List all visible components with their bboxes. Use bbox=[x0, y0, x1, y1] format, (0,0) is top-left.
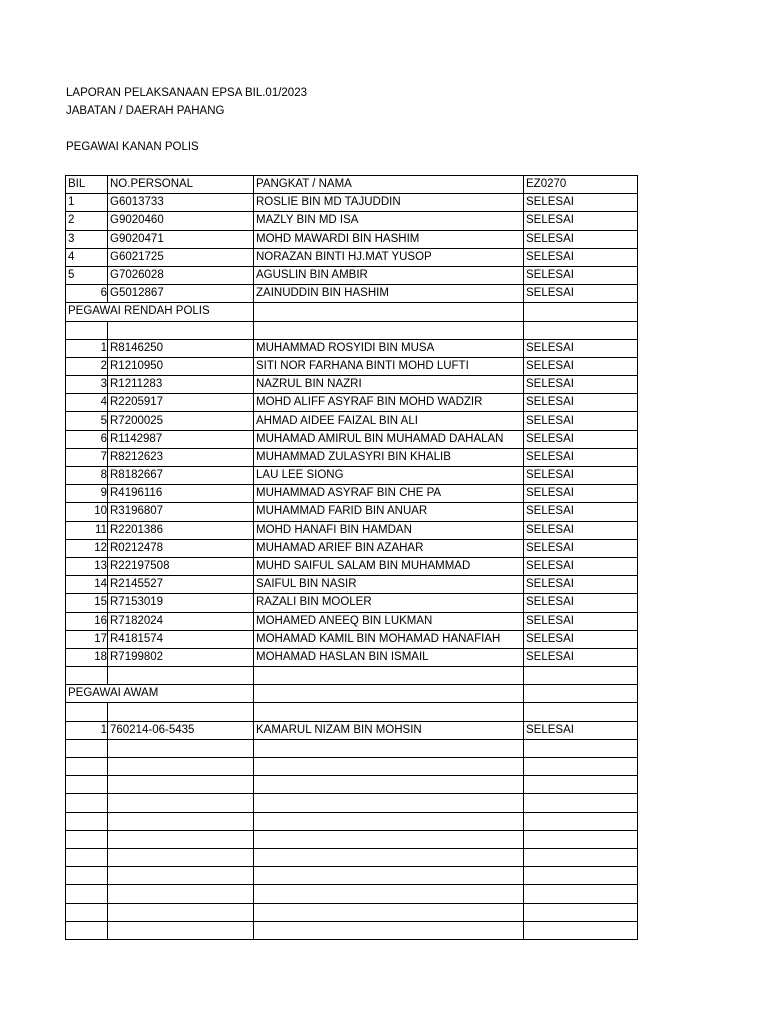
row-name: MUHAMMAD ASYRAF BIN CHE PA bbox=[254, 485, 524, 503]
empty-cell bbox=[254, 667, 524, 685]
row-status: SELESAI bbox=[524, 230, 638, 248]
row-name: MOHAMED ANEEQ BIN LUKMAN bbox=[254, 612, 524, 630]
row-status: SELESAI bbox=[524, 339, 638, 357]
empty-cell bbox=[254, 867, 524, 885]
row-bil: 2 bbox=[66, 212, 108, 230]
empty-cell bbox=[524, 903, 638, 921]
row-bil: 11 bbox=[66, 521, 108, 539]
table-row bbox=[66, 612, 638, 630]
row-no-personal: G6021725 bbox=[108, 248, 254, 266]
row-name: MUHD SAIFUL SALAM BIN MUHAMMAD bbox=[254, 557, 524, 575]
table-row bbox=[66, 266, 638, 284]
row-bil: 6 bbox=[66, 430, 108, 448]
table-row bbox=[66, 521, 638, 539]
empty-cell bbox=[254, 921, 524, 939]
row-name: MOHD HANAFI BIN HAMDAN bbox=[254, 521, 524, 539]
row-status: SELESAI bbox=[524, 576, 638, 594]
row-name: ROSLIE BIN MD TAJUDDIN bbox=[254, 194, 524, 212]
row-status: SELESAI bbox=[524, 248, 638, 266]
row-no-personal: R22197508 bbox=[108, 557, 254, 575]
empty-cell bbox=[108, 848, 254, 866]
empty-row bbox=[66, 885, 638, 903]
row-no-personal: R1210950 bbox=[108, 357, 254, 375]
row-status: SELESAI bbox=[524, 266, 638, 284]
empty-cell bbox=[524, 848, 638, 866]
empty-cell bbox=[524, 830, 638, 848]
table-row bbox=[66, 485, 638, 503]
empty-cell bbox=[524, 303, 638, 321]
empty-cell bbox=[524, 758, 638, 776]
table-row bbox=[66, 212, 638, 230]
epsa-report-table bbox=[65, 175, 638, 940]
table-row bbox=[66, 467, 638, 485]
table-row bbox=[66, 630, 638, 648]
row-bil: 3 bbox=[66, 230, 108, 248]
row-bil: 16 bbox=[66, 612, 108, 630]
empty-cell bbox=[524, 794, 638, 812]
empty-cell bbox=[66, 812, 108, 830]
row-name: NAZRUL BIN NAZRI bbox=[254, 376, 524, 394]
row-status: SELESAI bbox=[524, 394, 638, 412]
empty-cell bbox=[524, 321, 638, 339]
header-no-personal: NO.PERSONAL bbox=[108, 176, 254, 194]
empty-row bbox=[66, 321, 638, 339]
empty-cell bbox=[524, 739, 638, 757]
table-row bbox=[66, 539, 638, 557]
table-row bbox=[66, 357, 638, 375]
row-bil: 6 bbox=[66, 285, 108, 303]
table-row bbox=[66, 648, 638, 666]
empty-cell bbox=[254, 903, 524, 921]
empty-cell bbox=[108, 703, 254, 721]
row-name: KAMARUL NIZAM BIN MOHSIN bbox=[254, 721, 524, 739]
empty-row bbox=[66, 830, 638, 848]
table-row bbox=[66, 285, 638, 303]
row-status: SELESAI bbox=[524, 539, 638, 557]
empty-row bbox=[66, 794, 638, 812]
empty-cell bbox=[254, 794, 524, 812]
row-name: ZAINUDDIN BIN HASHIM bbox=[254, 285, 524, 303]
row-status: SELESAI bbox=[524, 467, 638, 485]
section-label: PEGAWAI RENDAH POLIS bbox=[68, 305, 210, 318]
row-bil: 7 bbox=[66, 448, 108, 466]
section-label-cell bbox=[66, 685, 159, 703]
table-row bbox=[66, 557, 638, 575]
empty-cell bbox=[524, 685, 638, 703]
empty-cell bbox=[66, 667, 108, 685]
empty-cell bbox=[66, 867, 108, 885]
empty-cell bbox=[108, 758, 254, 776]
row-name: MUHAMMAD FARID BIN ANUAR bbox=[254, 503, 524, 521]
empty-cell bbox=[254, 321, 524, 339]
row-name: MUHAMMAD ZULASYRI BIN KHALIB bbox=[254, 448, 524, 466]
row-no-personal: R2201386 bbox=[108, 521, 254, 539]
row-status: SELESAI bbox=[524, 412, 638, 430]
section-label-cell bbox=[66, 303, 210, 321]
row-no-personal: R1211283 bbox=[108, 376, 254, 394]
row-name: NORAZAN BINTI HJ.MAT YUSOP bbox=[254, 248, 524, 266]
row-name: MUHAMAD ARIEF BIN AZAHAR bbox=[254, 539, 524, 557]
row-name: MUHAMMAD ROSYIDI BIN MUSA bbox=[254, 339, 524, 357]
empty-cell bbox=[524, 812, 638, 830]
row-no-personal: R3196807 bbox=[108, 503, 254, 521]
row-status: SELESAI bbox=[524, 448, 638, 466]
empty-cell bbox=[66, 703, 108, 721]
empty-cell bbox=[108, 830, 254, 848]
row-no-personal: G7026028 bbox=[108, 266, 254, 284]
document-subtitle: JABATAN / DAERAH PAHANG bbox=[66, 105, 225, 117]
row-bil: 15 bbox=[66, 594, 108, 612]
row-no-personal: G6013733 bbox=[108, 194, 254, 212]
empty-cell bbox=[254, 812, 524, 830]
empty-cell bbox=[108, 885, 254, 903]
empty-cell bbox=[108, 776, 254, 794]
empty-cell bbox=[108, 867, 254, 885]
table-row bbox=[66, 248, 638, 266]
row-no-personal: R4181574 bbox=[108, 630, 254, 648]
row-no-personal: R7153019 bbox=[108, 594, 254, 612]
row-name: MOHAMAD KAMIL BIN MOHAMAD HANAFIAH bbox=[254, 630, 524, 648]
row-bil: 14 bbox=[66, 576, 108, 594]
row-bil: 9 bbox=[66, 485, 108, 503]
row-name: LAU LEE SIONG bbox=[254, 467, 524, 485]
row-no-personal: R1142987 bbox=[108, 430, 254, 448]
header-row bbox=[66, 176, 638, 194]
empty-cell bbox=[254, 776, 524, 794]
table-row bbox=[66, 339, 638, 357]
empty-row bbox=[66, 812, 638, 830]
empty-cell bbox=[108, 812, 254, 830]
row-status: SELESAI bbox=[524, 485, 638, 503]
row-no-personal: R0212478 bbox=[108, 539, 254, 557]
empty-row bbox=[66, 903, 638, 921]
empty-cell bbox=[524, 921, 638, 939]
document-title: LAPORAN PELAKSANAAN EPSA BIL.01/2023 bbox=[66, 87, 307, 99]
empty-cell bbox=[108, 667, 254, 685]
row-bil: 4 bbox=[66, 394, 108, 412]
row-bil: 13 bbox=[66, 557, 108, 575]
row-bil: 12 bbox=[66, 539, 108, 557]
empty-cell bbox=[524, 703, 638, 721]
row-status: SELESAI bbox=[524, 376, 638, 394]
row-name: RAZALI BIN MOOLER bbox=[254, 594, 524, 612]
row-name: MUHAMAD AMIRUL BIN MUHAMAD DAHALAN bbox=[254, 430, 524, 448]
row-no-personal: 760214-06-5435 bbox=[108, 721, 254, 739]
empty-cell bbox=[66, 921, 108, 939]
row-no-personal: R8212623 bbox=[108, 448, 254, 466]
empty-cell bbox=[254, 739, 524, 757]
empty-cell bbox=[66, 885, 108, 903]
row-bil: 1 bbox=[66, 721, 108, 739]
row-status: SELESAI bbox=[524, 721, 638, 739]
row-no-personal: R2205917 bbox=[108, 394, 254, 412]
row-status: SELESAI bbox=[524, 194, 638, 212]
row-name: SITI NOR FARHANA BINTI MOHD LUFTI bbox=[254, 357, 524, 375]
row-bil: 18 bbox=[66, 648, 108, 666]
table-row bbox=[66, 412, 638, 430]
table-row bbox=[66, 721, 638, 739]
row-name: MOHAMAD HASLAN BIN ISMAIL bbox=[254, 648, 524, 666]
row-no-personal: R7199802 bbox=[108, 648, 254, 666]
row-name: MOHD ALIFF ASYRAF BIN MOHD WADZIR bbox=[254, 394, 524, 412]
empty-cell bbox=[108, 903, 254, 921]
row-no-personal: G9020471 bbox=[108, 230, 254, 248]
row-status: SELESAI bbox=[524, 557, 638, 575]
row-status: SELESAI bbox=[524, 503, 638, 521]
table-row bbox=[66, 394, 638, 412]
row-bil: 3 bbox=[66, 376, 108, 394]
row-name: SAIFUL BIN NASIR bbox=[254, 576, 524, 594]
empty-cell bbox=[108, 321, 254, 339]
row-name: AGUSLIN BIN AMBIR bbox=[254, 266, 524, 284]
table-row bbox=[66, 448, 638, 466]
empty-row bbox=[66, 921, 638, 939]
table-body bbox=[66, 176, 638, 940]
empty-row bbox=[66, 739, 638, 757]
table-row bbox=[66, 194, 638, 212]
row-name: MOHD MAWARDI BIN HASHIM bbox=[254, 230, 524, 248]
section-heading-awam bbox=[66, 685, 638, 703]
empty-cell bbox=[254, 685, 524, 703]
row-status: SELESAI bbox=[524, 521, 638, 539]
empty-row bbox=[66, 848, 638, 866]
row-name: MAZLY BIN MD ISA bbox=[254, 212, 524, 230]
row-status: SELESAI bbox=[524, 648, 638, 666]
section-label: PEGAWAI AWAM bbox=[68, 687, 159, 700]
row-no-personal: R7200025 bbox=[108, 412, 254, 430]
row-bil: 8 bbox=[66, 467, 108, 485]
row-status: SELESAI bbox=[524, 212, 638, 230]
empty-cell bbox=[254, 703, 524, 721]
empty-cell bbox=[254, 848, 524, 866]
empty-row bbox=[66, 667, 638, 685]
empty-cell bbox=[66, 830, 108, 848]
empty-row bbox=[66, 758, 638, 776]
empty-cell bbox=[66, 321, 108, 339]
row-no-personal: R7182024 bbox=[108, 612, 254, 630]
row-status: SELESAI bbox=[524, 430, 638, 448]
empty-cell bbox=[66, 739, 108, 757]
empty-cell bbox=[108, 794, 254, 812]
row-no-personal: R4196116 bbox=[108, 485, 254, 503]
row-bil: 1 bbox=[66, 339, 108, 357]
section-heading-kanan: PEGAWAI KANAN POLIS bbox=[66, 141, 199, 153]
table-row bbox=[66, 430, 638, 448]
empty-cell bbox=[524, 776, 638, 794]
table-row bbox=[66, 576, 638, 594]
empty-row bbox=[66, 703, 638, 721]
row-status: SELESAI bbox=[524, 612, 638, 630]
table-row bbox=[66, 503, 638, 521]
empty-cell bbox=[254, 303, 524, 321]
empty-cell bbox=[108, 921, 254, 939]
empty-cell bbox=[254, 830, 524, 848]
row-status: SELESAI bbox=[524, 594, 638, 612]
header-bil: BIL bbox=[66, 176, 108, 194]
row-no-personal: R2145527 bbox=[108, 576, 254, 594]
row-no-personal: G5012867 bbox=[108, 285, 254, 303]
empty-cell bbox=[108, 739, 254, 757]
empty-cell bbox=[66, 776, 108, 794]
empty-cell bbox=[254, 885, 524, 903]
empty-row bbox=[66, 776, 638, 794]
section-heading-rendah bbox=[66, 303, 638, 321]
empty-cell bbox=[66, 794, 108, 812]
row-no-personal: G9020460 bbox=[108, 212, 254, 230]
row-bil: 5 bbox=[66, 412, 108, 430]
empty-row bbox=[66, 867, 638, 885]
empty-cell bbox=[524, 867, 638, 885]
row-no-personal: R8146250 bbox=[108, 339, 254, 357]
row-name: AHMAD AIDEE FAIZAL BIN ALI bbox=[254, 412, 524, 430]
header-pangkat-nama: PANGKAT / NAMA bbox=[254, 176, 524, 194]
row-status: SELESAI bbox=[524, 630, 638, 648]
row-status: SELESAI bbox=[524, 357, 638, 375]
empty-cell bbox=[66, 848, 108, 866]
row-bil: 2 bbox=[66, 357, 108, 375]
empty-cell bbox=[254, 758, 524, 776]
header-status: EZ0270 bbox=[524, 176, 638, 194]
empty-cell bbox=[66, 758, 108, 776]
row-bil: 10 bbox=[66, 503, 108, 521]
row-bil: 5 bbox=[66, 266, 108, 284]
row-no-personal: R8182667 bbox=[108, 467, 254, 485]
table-row bbox=[66, 594, 638, 612]
row-bil: 4 bbox=[66, 248, 108, 266]
empty-cell bbox=[66, 903, 108, 921]
table-row bbox=[66, 230, 638, 248]
row-bil: 1 bbox=[66, 194, 108, 212]
row-status: SELESAI bbox=[524, 285, 638, 303]
row-bil: 17 bbox=[66, 630, 108, 648]
empty-cell bbox=[524, 885, 638, 903]
empty-cell bbox=[524, 667, 638, 685]
table-row bbox=[66, 376, 638, 394]
